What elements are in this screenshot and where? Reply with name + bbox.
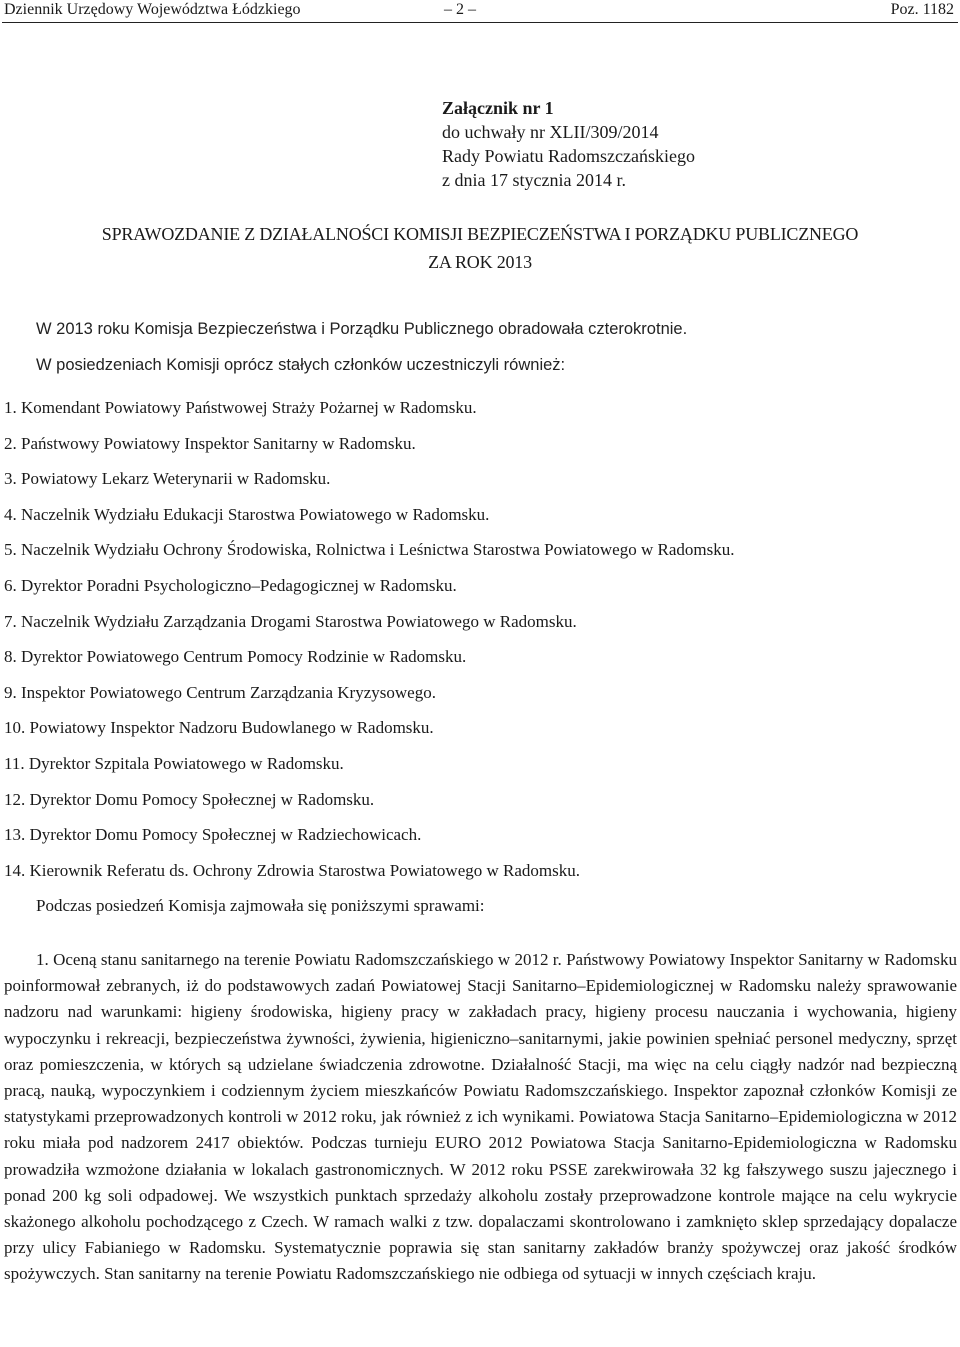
annex-title: Załącznik nr 1 — [442, 98, 554, 118]
list-item: 6. Dyrektor Poradni Psychologiczno–Pedagogicznej w Radomsku. — [4, 575, 457, 595]
list-item: 12. Dyrektor Domu Pomocy Społecznej w Radomsku. — [4, 789, 375, 809]
list-item: 8. Dyrektor Powiatowego Centrum Pomocy Rodzinie w Radomsku. — [4, 647, 467, 667]
list-item: 1. Komendant Powiatowy Państwowej Straży Pożarnej w Radomsku. — [4, 398, 477, 417]
page-header — [4, 0, 954, 20]
annex-date: z dnia 17 stycznia 2014 r. — [442, 170, 626, 190]
list-item: 5. Naczelnik Wydziału Ochrony Środowiska, Rolnictwa i Leśnictwa Starostwa Powiatowego w Radomsku. — [4, 540, 735, 560]
list-item: 2. Państwowy Powiatowy Inspektor Sanitarny w Radomsku. — [4, 433, 416, 453]
paragraph-sanitary-assessment: 1. Oceną stanu sanitarnego na terenie Powiatu Radomszczańskiego w 2012 r. Państwowy Powiatowy Inspektor Sanitarny w Radomsku poinformował zebranych, iż do podstawowych zadań Powiatowej Stacji Sanitarno–Epidemiologicznej w Radomsku należy sprawowanie nadzoru nad warunkami: higieny środowiska, higieny pracy w zakładach pracy, higieny procesu nauczania i wychowania, higieny wypoczynku i rekreacji, bezpieczeństwa żywności, żywienia, higieniczno–sanitarnymi, jakie powinien spełniać personel medyczny, sprzęt oraz pomieszczenia, w których są udzielane świadczenia zdrowotne. Działalność Stacji, ma więc na celu ciągły nadzór nad bezpieczną pracą, nauką, wypoczynkiem i codziennym życiem mieszkańców Powiatu Radomszczańskiego. Inspektor zapoznał członków Komisji ze statystykami przeprowadzonych kontroli w 2012 roku, jak również z ich wynikami. Powiatowa Stacja Sanitarno–Epidemiologiczna w 2012 roku miała pod nadzorem 2417 obiektów. Podczas turnieju EURO 2012 Powiatowa Stacja Sanitarno-Epidemiologiczna w Radomsku prowadziła wzmożone działania w lokalach gastronomicznych. W 2012 roku PSSE zarekwirowała 32 kg fałszywego suszu jajecznego i ponad 200 kg soli odpadowej. We wszystkich punktach sprzedaży alkoholu zostały przeprowadzone kontrole mające na celu wykrycie skażonego alkoholu pochodzącego z Czech. W ramach walki z tzw. dopalaczami skontrolowano i zamknięto sklep sprzedający dopalacze przy ulicy Fabianiego w Radomsku. Systematycznie poprawia się stan sanitarny zakładów branży spożywczej oraz jakość środków spożywczych. Stan sanitarny na terenie Powiatu Radomszczańskiego nie odbiega od sytuacji w innych częściach kraju. — [4, 950, 957, 1284]
list-item: 9. Inspektor Powiatowego Centrum Zarządzania Kryzysowego. — [4, 682, 436, 702]
list-item: 3. Powiatowy Lekarz Weterynarii w Radomsku. — [4, 469, 331, 489]
report-title — [0, 220, 960, 276]
list-item: 4. Naczelnik Wydziału Edukacji Starostwa Powiatowego w Radomsku. — [4, 504, 490, 524]
report-title-line2: ZA ROK 2013 — [428, 252, 532, 272]
annex-block — [442, 96, 695, 192]
intro-participants: W posiedzeniach Komisji oprócz stałych członków uczestniczyli również: — [36, 356, 566, 374]
list-item: 14. Kierownik Referatu ds. Ochrony Zdrowia Starostwa Powiatowego w Radomsku. — [4, 860, 581, 880]
page-number: – 2 – — [444, 1, 476, 18]
position-number: Poz. 1182 — [890, 1, 954, 18]
header-divider — [2, 22, 958, 23]
intro-sentence: W 2013 roku Komisja Bezpieczeństwa i Porządku Publicznego obradowała czterokrotnie. — [36, 320, 688, 338]
list-item: 11. Dyrektor Szpitala Powiatowego w Radomsku. — [4, 753, 344, 773]
participants-list — [4, 390, 734, 888]
list-item: 10. Powiatowy Inspektor Nadzoru Budowlanego w Radomsku. — [4, 718, 434, 738]
subjects-intro: Podczas posiedzeń Komisja zajmowała się poniższymi sprawami: — [36, 896, 485, 915]
list-item: 13. Dyrektor Domu Pomocy Społecznej w Radziechowicach. — [4, 825, 422, 845]
annex-resolution: do uchwały nr XLII/309/2014 — [442, 122, 659, 142]
list-item: 7. Naczelnik Wydziału Zarządzania Drogami Starostwa Powiatowego w Radomsku. — [4, 611, 577, 631]
report-title-line1: SPRAWOZDANIE Z DZIAŁALNOŚCI KOMISJI BEZPIECZEŃSTWA I PORZĄDKU PUBLICZNEGO — [101, 224, 859, 244]
annex-council: Rady Powiatu Radomszczańskiego — [442, 146, 695, 166]
journal-title: Dziennik Urzędowy Województwa Łódzkiego — [4, 1, 301, 18]
